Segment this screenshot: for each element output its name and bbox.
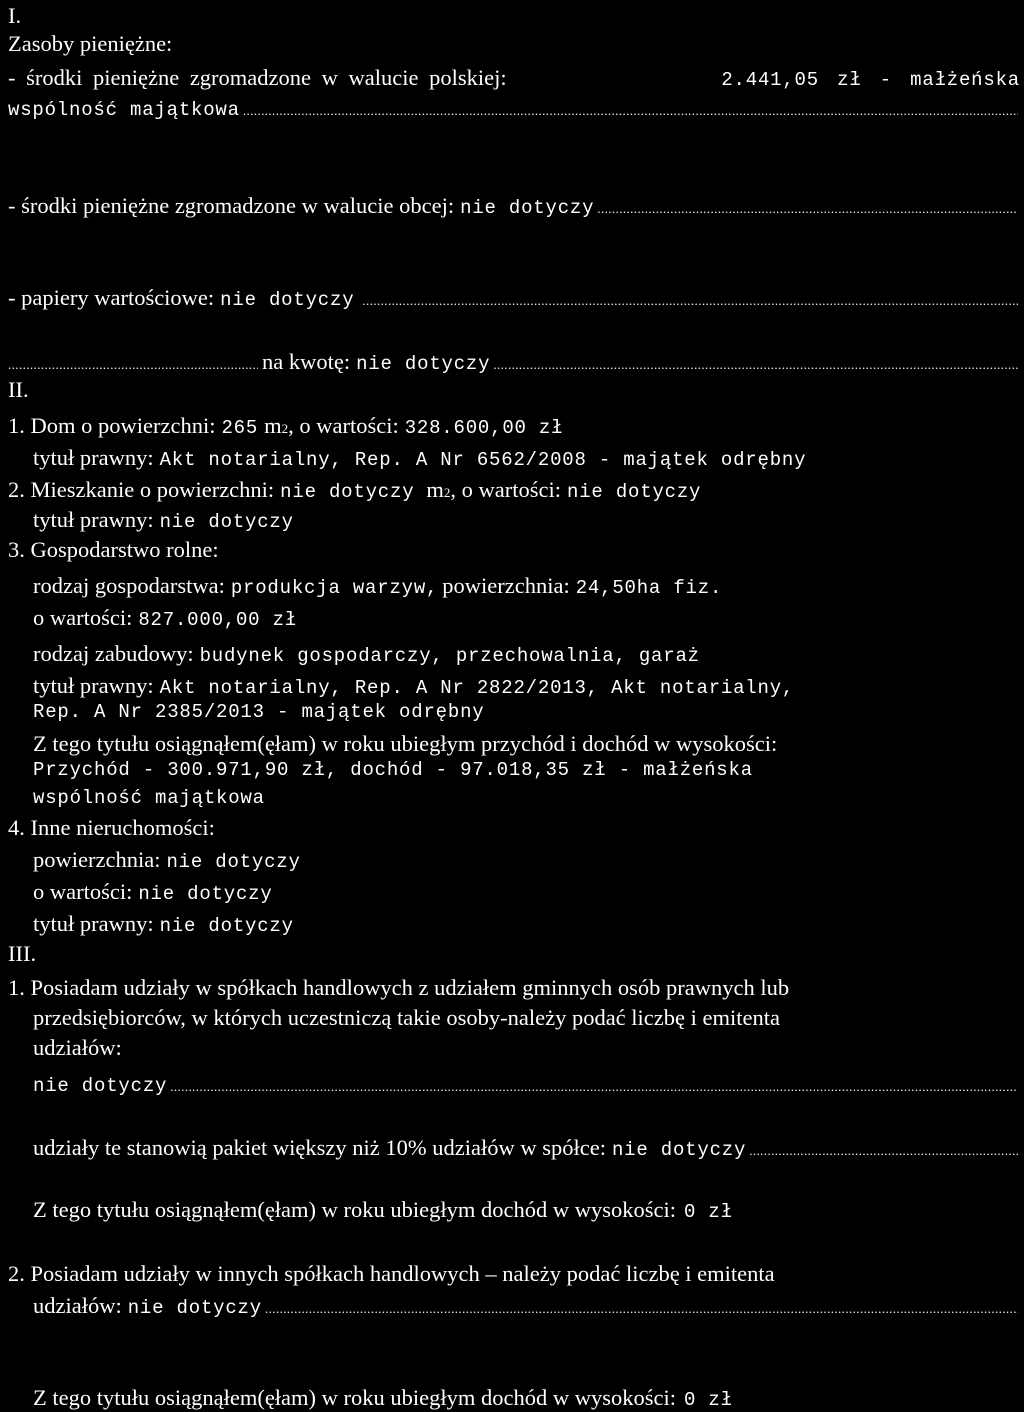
farm-title-row-cont — [33, 698, 1018, 726]
securities-row — [8, 284, 1018, 312]
other-title-row — [33, 910, 1018, 938]
field-value: nie dotyczy — [166, 851, 301, 873]
field-value: nie dotyczy — [159, 511, 294, 533]
field-value: nie dotyczy — [280, 481, 415, 503]
field-label: rodzaj zabudowy: — [33, 641, 194, 666]
field-value: 328.600,00 zł — [404, 417, 564, 439]
field-label: - środki pieniężne zgromadzone w walucie obcej: — [8, 193, 455, 218]
field-value: 0 zł — [684, 1201, 733, 1223]
house-title-row — [33, 444, 1018, 472]
flat-row: 2. Mieszkanie o powierzchni: nie dotyczy m 2 , o wartości: nie dotyczy — [8, 476, 1018, 504]
field-value: nie dotyczy — [356, 353, 491, 375]
field-value: budynek gospodarczy, przechowalnia, garaż — [199, 645, 700, 667]
farm-income-row — [33, 756, 1018, 784]
field-value: Przychód - 300.971,90 zł, dochód - 97.018,35 zł - małżeńska — [33, 759, 753, 781]
unit: m — [264, 413, 282, 438]
other-value-row — [33, 878, 1018, 906]
field-value: wspólność majątkowa — [8, 99, 240, 121]
field-value: 265 — [221, 417, 259, 439]
field-label: tytuł prawny: — [33, 507, 154, 532]
field-value: nie dotyczy — [220, 289, 355, 311]
shares-q2-line2-row — [33, 1292, 1018, 1320]
farm-income-label-row — [33, 730, 1018, 758]
field-value: nie dotyczy — [460, 197, 595, 219]
field-value: nie dotyczy — [33, 1075, 168, 1097]
question-text: udziałów: — [33, 1035, 122, 1060]
field-value: nie dotyczy — [138, 883, 273, 905]
farm-buildings-row — [33, 640, 1018, 668]
unit: m — [426, 477, 444, 502]
field-label: 3. Gospodarstwo rolne: — [8, 537, 219, 562]
flat-title-row — [33, 506, 1018, 534]
dotted-leader — [749, 1134, 1018, 1162]
dotted-leader — [265, 1292, 1018, 1320]
field-value: nie dotyczy — [611, 1139, 747, 1161]
question-text: udziałów: — [33, 1293, 122, 1318]
field-value: 0 zł — [684, 1389, 733, 1411]
farm-type-row — [33, 572, 1018, 600]
farm-heading-row — [8, 536, 1018, 564]
field-value: nie dotyczy — [127, 1297, 262, 1319]
shares-q1-answer-row — [33, 1070, 1018, 1098]
field-label: tytuł prawny: — [33, 911, 154, 936]
field-value: produkcja warzyw, — [230, 577, 439, 599]
cash-heading — [8, 30, 1018, 58]
field-label: powierzchnia: — [442, 573, 570, 598]
roman-numeral: III. — [8, 941, 37, 966]
farm-value-row — [33, 604, 1018, 632]
field-label: Z tego tytułu osiągnąłem(ęłam) w roku ubiegłym dochód w wysokości: — [33, 1385, 677, 1410]
shares-q1-line2 — [33, 1004, 1018, 1032]
field-label: o wartości: — [33, 605, 133, 630]
field-value: nie dotyczy — [567, 481, 702, 503]
cash-pln-row — [8, 64, 1020, 92]
field-label: , o wartości: — [288, 413, 399, 438]
field-value: 2.441,05 zł - małżeńska — [721, 69, 1020, 91]
field-label: na kwotę: — [262, 349, 351, 374]
field-label: , o wartości: — [450, 477, 562, 502]
field-label: o wartości: — [33, 879, 133, 904]
field-label: tytuł prawny: — [33, 673, 154, 698]
securities-amount-row — [8, 348, 1018, 376]
question-text: przedsiębiorców, w których uczestniczą takie osoby-należy podać liczbę i emitenta — [33, 1005, 780, 1030]
dotted-leader — [362, 284, 1018, 312]
field-label: - papiery wartościowe: — [8, 285, 215, 310]
field-value: wspólność majątkowa — [33, 787, 265, 809]
shares-q1-line3 — [33, 1034, 1018, 1062]
field-label: 2. Mieszkanie o powierzchni: — [8, 477, 275, 502]
field-label: rodzaj gospodarstwa: — [33, 573, 225, 598]
shares-q2-income-row — [33, 1384, 1018, 1412]
heading-text: Zasoby pieniężne: — [8, 31, 173, 56]
shares-q2-line1 — [8, 1260, 1018, 1288]
dotted-leader — [597, 192, 1018, 220]
cash-pln-row-cont — [8, 94, 1018, 122]
field-value: nie dotyczy — [159, 915, 294, 937]
field-label: Z tego tytułu osiągnąłem(ęłam) w roku ubiegłym dochód w wysokości: — [33, 1197, 677, 1222]
dotted-leader — [493, 348, 1018, 376]
field-label: udziały te stanowią pakiet większy niż 10% udziałów w spółce: — [33, 1135, 606, 1160]
other-area-row — [33, 846, 1018, 874]
shares-q1-line1 — [8, 974, 1018, 1002]
dotted-leader — [8, 348, 258, 376]
shares-q1-package-row — [33, 1134, 1018, 1162]
field-label: Z tego tytułu osiągnąłem(ęłam) w roku ubiegłym przychód i dochód w wysokości: — [33, 731, 778, 756]
field-value: Akt notarialny, Rep. A Nr 6562/2008 - majątek odrębny — [159, 449, 807, 471]
question-text: 2. Posiadam udziały w innych spółkach handlowych – należy podać liczbę i emitenta — [8, 1261, 775, 1286]
field-label: 1. Dom o powierzchni: — [8, 413, 216, 438]
section-1-number — [8, 2, 1018, 30]
field-value: 827.000,00 zł — [138, 609, 297, 631]
field-label: powierzchnia: — [33, 847, 161, 872]
roman-numeral: I. — [8, 3, 22, 28]
cash-fx-row — [8, 192, 1018, 220]
dotted-leader — [170, 1070, 1018, 1098]
field-label: 4. Inne nieruchomości: — [8, 815, 215, 840]
section-2-number — [8, 376, 1018, 404]
farm-title-row — [33, 672, 1018, 700]
section-3-number — [8, 940, 1018, 968]
other-property-heading — [8, 814, 1018, 842]
shares-q1-income-row — [33, 1196, 1018, 1224]
field-value: 24,50ha fiz. — [575, 577, 723, 599]
field-label: - środki pieniężne zgromadzone w walucie polskiej: — [8, 65, 507, 90]
question-text: 1. Posiadam udziały w spółkach handlowych z udziałem gminnych osób prawnych lub — [8, 975, 790, 1000]
field-value: Rep. A Nr 2385/2013 - majątek odrębny — [33, 701, 485, 723]
farm-income-row-cont — [33, 784, 1018, 812]
field-label: tytuł prawny: — [33, 445, 154, 470]
dotted-leader — [243, 94, 1018, 122]
field-value: Akt notarialny, Rep. A Nr 2822/2013, Akt notarialny, — [159, 677, 795, 699]
house-row: 1. Dom o powierzchni: 265 m 2 , o wartości: 328.600,00 zł — [8, 412, 1018, 440]
roman-numeral: II. — [8, 377, 29, 402]
